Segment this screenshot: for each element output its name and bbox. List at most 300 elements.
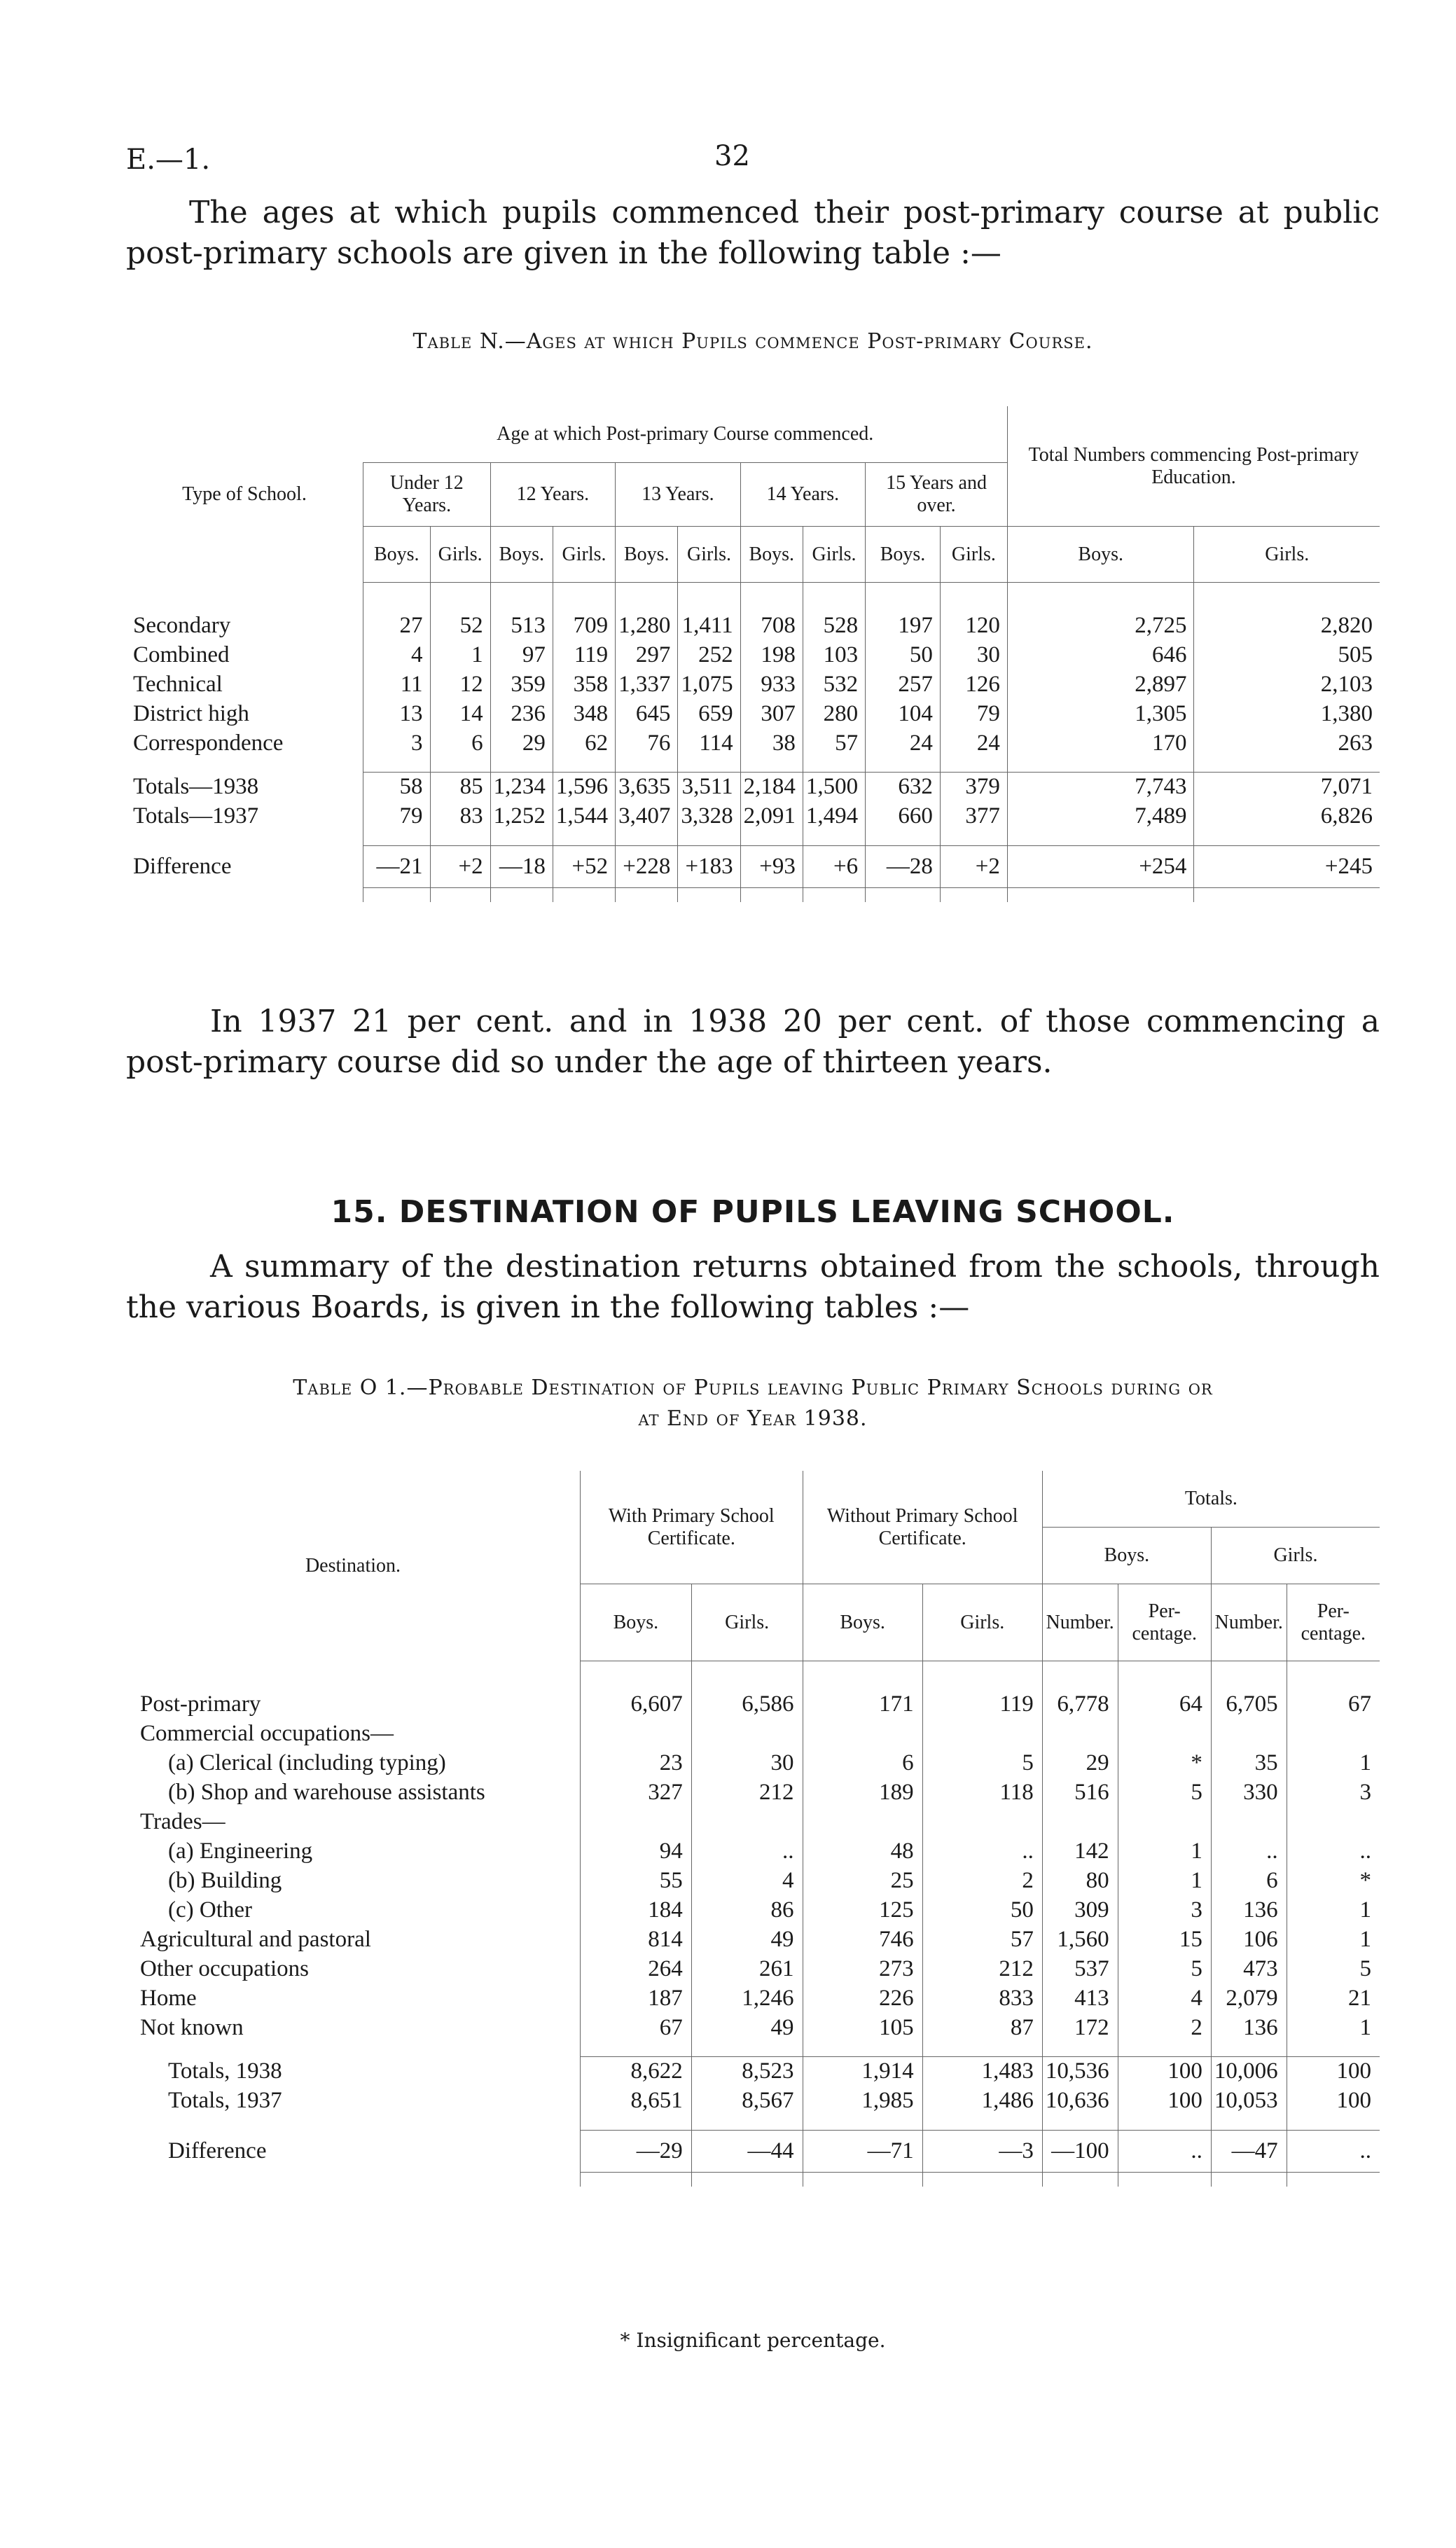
sub-boys: Boys. — [1007, 527, 1194, 583]
cell-value: 1,486 — [922, 2086, 1042, 2116]
spacer-cell — [1007, 831, 1194, 846]
cell-value: 136 — [1211, 2013, 1287, 2042]
cell-value: 1,560 — [1042, 1925, 1118, 1954]
table-row — [126, 1836, 1380, 1866]
row-label-text: Totals—1938 — [133, 774, 259, 799]
cell-value — [922, 1807, 1042, 1836]
spacer-cell — [1042, 2116, 1118, 2131]
row-label-text: Difference — [168, 2138, 267, 2163]
cell-value: 120 — [940, 611, 1007, 640]
cell-value: 119 — [922, 1689, 1042, 1719]
cell-value: 24 — [866, 728, 941, 758]
spacer-cell — [803, 597, 865, 611]
cell-value: 3 — [1287, 1778, 1380, 1807]
spacer-cell — [616, 597, 678, 611]
cell-value: 1,234 — [490, 773, 553, 802]
spacer-cell — [1194, 831, 1380, 846]
cell-value: 2,091 — [740, 802, 803, 831]
cell-value: 6 — [1211, 1866, 1287, 1895]
cell-value: 505 — [1194, 640, 1380, 670]
spacer-cell — [922, 2116, 1042, 2131]
spacer-row — [126, 758, 1380, 773]
spacer-cell — [490, 831, 553, 846]
spacer-cell — [740, 583, 803, 597]
cell-value: 261 — [691, 1954, 803, 1983]
cell-value: 8,567 — [691, 2086, 803, 2116]
cell-value: 38 — [740, 728, 803, 758]
cell-value: 1,280 — [616, 611, 678, 640]
age-15-over: 15 Years and over. — [866, 463, 1008, 527]
spacer-row — [126, 831, 1380, 846]
cell-value: 100 — [1118, 2086, 1211, 2116]
row-label-text: Totals, 1938 — [168, 2058, 282, 2084]
cell-value: 52 — [430, 611, 490, 640]
row-label-text: Not known — [140, 2014, 244, 2040]
spacer-cell — [1118, 1661, 1211, 1676]
cell-value: 4 — [363, 640, 431, 670]
cell-value: 7,743 — [1007, 773, 1194, 802]
row-label — [126, 845, 363, 887]
cell-value: 6,705 — [1211, 1689, 1287, 1719]
cell-value: 14 — [430, 699, 490, 728]
cell-value: 5 — [1287, 1954, 1380, 1983]
age-group-header: Age at which Post-primary Course commenced. — [497, 423, 874, 445]
cell-value: 708 — [740, 611, 803, 640]
row-label-text: Difference — [133, 853, 232, 879]
table-row — [126, 1895, 1380, 1925]
cell-value: 118 — [922, 1778, 1042, 1807]
sub-girls: Girls. — [922, 1584, 1042, 1661]
cell-value: 170 — [1007, 728, 1194, 758]
spacer-cell — [866, 758, 941, 773]
cell-value: 473 — [1211, 1954, 1287, 1983]
row-label-text: (a) Engineering — [168, 1838, 313, 1864]
row-label — [126, 773, 363, 802]
cell-value: 327 — [581, 1778, 692, 1807]
cell-value: 27 — [363, 611, 431, 640]
with-certificate-header: With Primary School Certificate. — [581, 1471, 803, 1584]
cell-value: 1,305 — [1007, 699, 1194, 728]
row-label-text: Combined — [133, 642, 230, 667]
cell-value: 106 — [1211, 1925, 1287, 1954]
row-label — [126, 699, 363, 728]
table-n-caption: Table N.—Ages at which Pupils commence Post-primary Course. — [412, 329, 1093, 354]
row-label-text: Secondary — [133, 612, 231, 638]
cell-value: 11 — [363, 670, 431, 699]
row-label — [126, 802, 363, 831]
spacer-cell — [553, 758, 615, 773]
cell-value: 516 — [1042, 1778, 1118, 1807]
spacer-cell — [922, 1675, 1042, 1689]
table-row — [126, 699, 1380, 728]
cell-value: —21 — [363, 845, 431, 887]
spacer-cell — [922, 2042, 1042, 2057]
cell-value: 13 — [363, 699, 431, 728]
col-type-of-school: Type of School. — [182, 483, 307, 505]
cell-value: 273 — [803, 1954, 922, 1983]
cell-value: 1,544 — [553, 802, 615, 831]
cell-value: 1,411 — [678, 611, 740, 640]
row-label — [126, 1954, 581, 1983]
cell-value: 4 — [1118, 1983, 1211, 2013]
spacer-cell — [616, 887, 678, 902]
spacer-cell — [430, 831, 490, 846]
row-label-text: Totals, 1937 — [168, 2088, 282, 2113]
cell-value: 358 — [553, 670, 615, 699]
cell-value: —18 — [490, 845, 553, 887]
spacer-cell — [1211, 1675, 1287, 1689]
cell-value: +254 — [1007, 845, 1194, 887]
table-row — [126, 1689, 1380, 1719]
cell-value: 7,071 — [1194, 773, 1380, 802]
cell-value: 660 — [866, 802, 941, 831]
spacer-cell — [1211, 2172, 1287, 2187]
row-label — [126, 640, 363, 670]
table-row — [126, 2013, 1380, 2042]
cell-value: —28 — [866, 845, 941, 887]
cell-value: 79 — [363, 802, 431, 831]
cell-value: 67 — [581, 2013, 692, 2042]
cell-value: 309 — [1042, 1895, 1118, 1925]
spacer-cell — [740, 597, 803, 611]
spacer-cell — [581, 2172, 692, 2187]
cell-value: 29 — [1042, 1748, 1118, 1778]
sub-girls: Girls. — [678, 527, 740, 583]
cell-value: .. — [1287, 2130, 1380, 2172]
table-o1-caption-line2: at End of Year 1938. — [638, 1406, 868, 1431]
spacer-cell — [363, 597, 431, 611]
cell-value: 359 — [490, 670, 553, 699]
cell-value: +2 — [940, 845, 1007, 887]
cell-value: 3,328 — [678, 802, 740, 831]
cell-value: 79 — [940, 699, 1007, 728]
row-label — [126, 1925, 581, 1954]
cell-value: 5 — [1118, 1778, 1211, 1807]
sub-boys: Boys. — [803, 1584, 922, 1661]
cell-value — [1287, 1807, 1380, 1836]
cell-value: 2,103 — [1194, 670, 1380, 699]
cell-value: 8,651 — [581, 2086, 692, 2116]
spacer-cell — [691, 2116, 803, 2131]
age-14: 14 Years. — [740, 463, 866, 527]
spacer-row — [126, 1661, 1380, 1676]
cell-value: 307 — [740, 699, 803, 728]
cell-value: —44 — [691, 2130, 803, 2172]
cell-value: 97 — [490, 640, 553, 670]
spacer-cell — [803, 2042, 922, 2057]
summary-paragraph: A summary of the destination returns obtained from the schools, through the various Boards, is given in the following tables :— — [126, 1249, 1380, 1325]
cell-value: 30 — [940, 640, 1007, 670]
cell-value: 1,252 — [490, 802, 553, 831]
cell-value: 1 — [1287, 2013, 1380, 2042]
cell-value: 49 — [691, 2013, 803, 2042]
cell-value: —29 — [581, 2130, 692, 2172]
cell-value: —71 — [803, 2130, 922, 2172]
row-label — [126, 728, 363, 758]
row-label — [126, 2013, 581, 2042]
table-row — [126, 728, 1380, 758]
cell-value — [581, 1719, 692, 1748]
cell-value: 10,636 — [1042, 2086, 1118, 2116]
sub-number: Number. — [1042, 1584, 1118, 1661]
table-row — [126, 670, 1380, 699]
sub-girls: Girls. — [430, 527, 490, 583]
spacer-cell — [678, 831, 740, 846]
spacer-cell — [691, 2042, 803, 2057]
spacer-cell — [1287, 2116, 1380, 2131]
cell-value: —3 — [922, 2130, 1042, 2172]
cell-value: 21 — [1287, 1983, 1380, 2013]
spacer-cell — [866, 831, 941, 846]
spacer-cell — [803, 1661, 922, 1676]
cell-value: 263 — [1194, 728, 1380, 758]
cell-value — [691, 1719, 803, 1748]
row-label-text: Technical — [133, 671, 223, 697]
table-row — [126, 1778, 1380, 1807]
cell-value: 528 — [803, 611, 865, 640]
sub-girls: Girls. — [1194, 527, 1380, 583]
row-label-text: (b) Shop and warehouse assistants — [168, 1779, 485, 1805]
cell-value: —100 — [1042, 2130, 1118, 2172]
spacer-cell — [866, 887, 941, 902]
cell-value: 23 — [581, 1748, 692, 1778]
spacer-row — [126, 2116, 1380, 2131]
spacer-cell — [1287, 2172, 1380, 2187]
spacer-row — [126, 583, 1380, 597]
cell-value: 1,337 — [616, 670, 678, 699]
spacer-cell — [803, 758, 865, 773]
cell-value: 142 — [1042, 1836, 1118, 1866]
cell-value: 6 — [803, 1748, 922, 1778]
cell-value: 3 — [363, 728, 431, 758]
spacer-cell — [940, 887, 1007, 902]
row-label-text: Other occupations — [140, 1955, 310, 1981]
cell-value: 4 — [691, 1866, 803, 1895]
cell-value — [803, 1807, 922, 1836]
spacer-cell — [1118, 2116, 1211, 2131]
sub-girls: Girls. — [803, 527, 865, 583]
spacer-cell — [430, 758, 490, 773]
cell-value: 2,079 — [1211, 1983, 1287, 2013]
totals-girls-header: Girls. — [1211, 1528, 1380, 1584]
age-12: 12 Years. — [490, 463, 616, 527]
cell-value: 746 — [803, 1925, 922, 1954]
cell-value: 2,820 — [1194, 611, 1380, 640]
cell-value: 8,523 — [691, 2057, 803, 2086]
sub-percentage: Per-centage. — [1287, 1584, 1380, 1661]
spacer-cell — [1211, 2042, 1287, 2057]
cell-value: 1 — [1118, 1836, 1211, 1866]
row-label — [126, 1719, 581, 1748]
spacer-cell — [1042, 1661, 1118, 1676]
cell-value: 1,596 — [553, 773, 615, 802]
cell-value: 58 — [363, 773, 431, 802]
cell-value: 104 — [866, 699, 941, 728]
spacer-cell — [1007, 758, 1194, 773]
cell-value — [803, 1719, 922, 1748]
spacer-cell — [490, 758, 553, 773]
sub-number: Number. — [1211, 1584, 1287, 1661]
spacer-cell — [430, 597, 490, 611]
cell-value: 236 — [490, 699, 553, 728]
spacer-cell — [490, 597, 553, 611]
cell-value: 24 — [940, 728, 1007, 758]
row-label — [126, 1778, 581, 1807]
spacer-cell — [678, 597, 740, 611]
spacer-cell — [1042, 1675, 1118, 1689]
spacer-cell — [678, 887, 740, 902]
cell-value: .. — [1287, 1836, 1380, 1866]
spacer-cell — [581, 2042, 692, 2057]
cell-value: 197 — [866, 611, 941, 640]
spacer-cell — [1287, 2042, 1380, 2057]
cell-value: 8,622 — [581, 2057, 692, 2086]
spacer-cell — [581, 2116, 692, 2131]
cell-value: 5 — [922, 1748, 1042, 1778]
cell-value: 49 — [691, 1925, 803, 1954]
spacer-cell — [1194, 758, 1380, 773]
cell-value: 212 — [922, 1954, 1042, 1983]
spacer-cell — [126, 2116, 581, 2131]
sub-percentage: Per-centage. — [1118, 1584, 1211, 1661]
table-o1-body — [126, 1661, 1380, 2187]
spacer-cell — [1007, 583, 1194, 597]
cell-value: 184 — [581, 1895, 692, 1925]
cell-value: 933 — [740, 670, 803, 699]
cell-value: 1,075 — [678, 670, 740, 699]
table-row — [126, 611, 1380, 640]
spacer-cell — [616, 831, 678, 846]
without-certificate-header: Without Primary School Certificate. — [803, 1471, 1042, 1584]
table-row — [126, 2086, 1380, 2116]
row-label — [126, 1807, 581, 1836]
row-label — [126, 2086, 581, 2116]
cell-value: 379 — [940, 773, 1007, 802]
cell-value — [1118, 1807, 1211, 1836]
cell-value: 10,053 — [1211, 2086, 1287, 2116]
cell-value: 15 — [1118, 1925, 1211, 1954]
spacer-cell — [126, 887, 363, 902]
cell-value: 645 — [616, 699, 678, 728]
spacer-cell — [803, 583, 865, 597]
table-row — [126, 1983, 1380, 2013]
row-label — [126, 670, 363, 699]
row-label-text: Home — [140, 1985, 197, 2011]
cell-value: 2,897 — [1007, 670, 1194, 699]
spacer-cell — [1211, 2116, 1287, 2131]
table-n-body — [126, 583, 1380, 902]
cell-value — [1042, 1807, 1118, 1836]
cell-value: .. — [1118, 2130, 1211, 2172]
cell-value: 1,985 — [803, 2086, 922, 2116]
spacer-cell — [363, 758, 431, 773]
col-destination: Destination. — [305, 1554, 401, 1577]
cell-value: 280 — [803, 699, 865, 728]
cell-value: .. — [922, 1836, 1042, 1866]
cell-value: 1 — [1287, 1895, 1380, 1925]
totals-header: Totals. — [1042, 1471, 1380, 1528]
spacer-cell — [1194, 597, 1380, 611]
totals-boys-header: Boys. — [1042, 1528, 1211, 1584]
cell-value: 67 — [1287, 1689, 1380, 1719]
after-table-paragraph: In 1937 21 per cent. and in 1938 20 per cent. of those commencing a post-primary course did so under the age of thirteen years. — [126, 1004, 1380, 1080]
spacer-row — [126, 887, 1380, 902]
cell-value: +245 — [1194, 845, 1380, 887]
cell-value: 1,494 — [803, 802, 865, 831]
row-label-text: (b) Building — [168, 1867, 282, 1893]
spacer-cell — [866, 597, 941, 611]
cell-value: 35 — [1211, 1748, 1287, 1778]
cell-value: 171 — [803, 1689, 922, 1719]
cell-value: * — [1287, 1866, 1380, 1895]
row-label-text: Totals—1937 — [133, 803, 259, 829]
sub-boys: Boys. — [616, 527, 678, 583]
cell-value: 126 — [940, 670, 1007, 699]
spacer-cell — [1194, 583, 1380, 597]
cell-value: 264 — [581, 1954, 692, 1983]
spacer-cell — [430, 583, 490, 597]
total-numbers-header: Total Numbers commencing Post-primary Education. — [1007, 406, 1380, 527]
cell-value: 76 — [616, 728, 678, 758]
spacer-cell — [803, 887, 865, 902]
spacer-cell — [866, 583, 941, 597]
cell-value: 3,635 — [616, 773, 678, 802]
cell-value: 513 — [490, 611, 553, 640]
row-label — [126, 2057, 581, 2086]
cell-value: 6,586 — [691, 1689, 803, 1719]
cell-value: 226 — [803, 1983, 922, 2013]
cell-value: 100 — [1118, 2057, 1211, 2086]
sub-boys: Boys. — [581, 1584, 692, 1661]
spacer-cell — [581, 1661, 692, 1676]
spacer-cell — [678, 583, 740, 597]
cell-value: 105 — [803, 2013, 922, 2042]
table-row — [126, 640, 1380, 670]
spacer-cell — [126, 831, 363, 846]
spacer-cell — [363, 583, 431, 597]
row-label-text: (c) Other — [168, 1897, 253, 1923]
cell-value: 3,407 — [616, 802, 678, 831]
row-label — [126, 1983, 581, 2013]
cell-value: 6,778 — [1042, 1689, 1118, 1719]
cell-value: 212 — [691, 1778, 803, 1807]
cell-value: 3 — [1118, 1895, 1211, 1925]
cell-value: 29 — [490, 728, 553, 758]
cell-value — [1211, 1807, 1287, 1836]
cell-value: 348 — [553, 699, 615, 728]
cell-value: 125 — [803, 1895, 922, 1925]
spacer-cell — [1287, 1661, 1380, 1676]
spacer-row — [126, 1675, 1380, 1689]
table-o1-caption-line1: Table O 1.—Probable Destination of Pupils leaving Public Primary Schools during or — [293, 1376, 1213, 1400]
spacer-cell — [803, 2172, 922, 2187]
cell-value: 1 — [430, 640, 490, 670]
intro-paragraph: The ages at which pupils commenced their post-primary course at public post-primary schools are given in the following table :— — [126, 195, 1380, 271]
cell-value: 50 — [922, 1895, 1042, 1925]
cell-value: 6,826 — [1194, 802, 1380, 831]
table-row — [126, 1719, 1380, 1748]
cell-value: 257 — [866, 670, 941, 699]
cell-value — [1287, 1719, 1380, 1748]
table-row — [126, 2057, 1380, 2086]
page-number: 32 — [714, 140, 750, 172]
cell-value: 1,246 — [691, 1983, 803, 2013]
cell-value: 2 — [1118, 2013, 1211, 2042]
table-row — [126, 1748, 1380, 1778]
cell-value: 297 — [616, 640, 678, 670]
spacer-cell — [691, 1675, 803, 1689]
cell-value: 25 — [803, 1866, 922, 1895]
